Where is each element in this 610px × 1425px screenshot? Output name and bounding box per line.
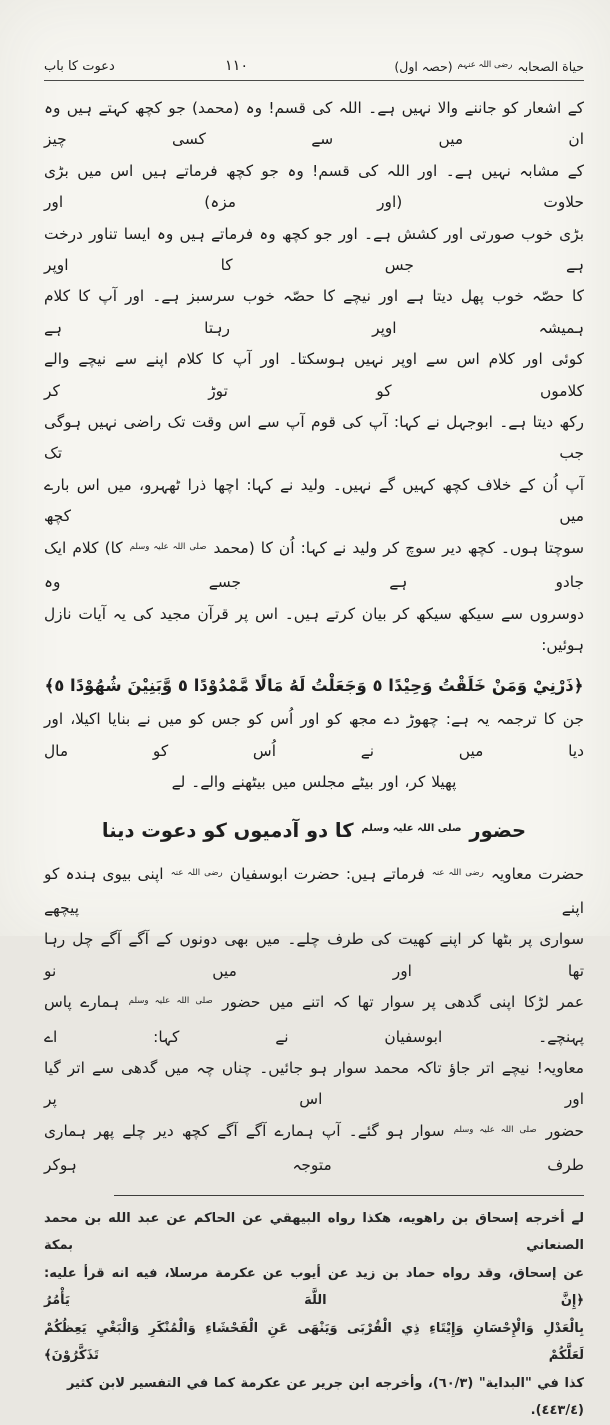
heading-segment: کا دو آدمیوں کو دعوت دینا [101,818,361,842]
text-line: معاویہ! نیچے اتر جاؤ تاکہ محمد سوار ہو جائیں۔ چناں چہ میں گدھی سے اتر گیا اور اس پر [44,1058,584,1109]
body-text [44,93,584,1182]
book-title [394,59,584,74]
text-line [44,859,584,925]
footnote-line: كذا في "البداية" (٦٠/٣)، وأخرجه ابن جرير عن عكرمة كما في التفسير لابن كثير (٤٤٣/٤). [66,1375,584,1419]
text-segment: اپنی بیوی ہندہ کو اپنے پیچھے [44,864,584,917]
text-line [44,987,584,1053]
quran-verse: ﴿ذَرْنِيْ وَمَنْ خَلَقْتُ وَحِيْدًا ٥ وَجَعَلْتُ لَهُ مَالًا مَّمْدُوْدًا ٥ وَّبَنِيْنَ شُهُوْدًا ٥﴾ [44,676,584,696]
text-segment: فرماتے ہیں: حضرت ابوسفیان [223,864,431,883]
text-line: کا حصّہ خوب پھل دیتا ہے اور نیچے کا حصّہ خوب سرسبز ہے۔ اور آپ کا کلام ہمیشہ اوپر رہتا ہے [44,287,584,337]
text-segment: عمر لڑکا اپنی گدھی پر سوار تھا کہ اتنے میں حضور [213,993,584,1012]
verse-translation-line: پھیلا کر، اور بیٹے مجلس میں بیٹھنے والے۔ لے [171,773,457,792]
text-segment: حضرت معاویہ [484,864,585,883]
text-line [44,1116,584,1182]
honorific-mark: رضی اللہ عنہم [457,60,513,70]
text-line [44,533,584,599]
honorific-mark: صلی اللہ علیہ وسلم [128,996,213,1007]
page-header [44,58,584,74]
text-line: سواری پر بٹھا کر اپنے کھیت کی طرف چلے۔ میں بھی دونوں کے آگے آگے چل رہا تھا اور میں نو [44,930,584,980]
footnote-line: بِالْعَدْلِ وَالْإِحْسَانِ وَإِيْتَاءِ ذِي الْقُرْبَى وَيَنْهَى عَنِ الْفَحْشَاءِ وَالْمُنْكَرِ وَالْبَغْيِ يَعِظُكُمْ لَعَلَّكُمْ تَذَكَّرُوْنَ﴾ [44,1320,584,1364]
honorific-mark: صلی اللہ علیہ وسلم [129,541,207,552]
honorific-mark: صلی اللہ علیہ وسلم [453,1124,537,1135]
header-rule [44,80,584,81]
text-line: کوئی اور کلام اس سے اوپر نہیں ہوسکتا۔ اور آپ کا کلام اپنے سے نیچے والے کلاموں کو توڑ کر [44,350,584,400]
section-heading [44,814,584,852]
book-title-text: حیاة الصحابہ [513,59,584,74]
text-line: دوسروں سے سیکھ سیکھ کر بیان کرتے ہیں۔ اس پر قرآن مجید کی یہ آیات نازل ہوئیں: [44,604,584,654]
text-line: رکھ دیتا ہے۔ ابوجہل نے کہا: آپ کی قوم آپ سے اس وقت تک راضی نہیں ہوگی جب تک [44,413,584,463]
text-segment: سوچتا ہوں۔ کچھ دیر سوچ کر ولید نے کہا: اُن کا (محمد [207,538,584,557]
page-number: ۱۱۰ [224,58,249,74]
text-segment: کا) کلام ایک جادو ہے جسے وہ [44,538,584,592]
footnote [44,1196,584,1425]
text-segment: حضور [537,1121,584,1140]
text-segment: ہمارے پاس پہنچے۔ ابوسفیان نے کہا: اے [44,993,584,1046]
honorific-mark: رضی اللہ عنہ [170,867,223,878]
honorific-mark: رضی اللہ عنہ [431,867,484,878]
book-title-part: (حصہ اول) [394,59,457,74]
footnote-line: لے أخرجه إسحاق بن راهويه، هكذا رواه البيهقي عن الحاكم عن عبد الله بن محمد الصنعاني بمكة [44,1210,584,1254]
heading-segment: حضور [462,818,527,842]
text-line: بڑی خوب صورتی اور کشش ہے۔ اور جو کچھ وہ فرماتے ہیں وہ ایسا تناور درخت ہے جس کا اوپر [44,224,584,275]
text-line: کے مشابہ نہیں ہے۔ اور اللہ کی قسم! وہ جو کچھ فرماتے ہیں اس میں بڑی حلاوت (اور مزہ) اور [44,161,584,212]
verse-translation-line: جن کا ترجمہ یہ ہے: چھوڑ دے مجھ کو اور اُس کو جس کو میں نے بنایا اکیلا، اور دیا میں نے اُس کو مال [44,710,584,760]
text-line: کے اشعار کو جاننے والا نہیں ہے۔ اللہ کی قسم! وہ (محمد) جو کچھ کہتے ہیں وہ ان میں سے کسی چیز [44,99,584,149]
honorific-mark: صلی اللہ علیہ وسلم [361,822,462,834]
footnote-line: عن إسحاق، وقد رواه حماد بن زيد عن أيوب عن عكرمة مرسلا، فيه انه قرأ عليه: ﴿إِنَّ اللَّهَ يَأْمُرُ [44,1265,584,1309]
text-line: آپ اُن کے خلاف کچھ کہیں گے نہیں۔ ولید نے کہا: اچھا ذرا ٹھہرو، میں اس بارے میں کچھ [44,475,584,526]
chapter-title: دعوت کا باب [44,59,115,74]
text-segment: سوار ہو گئے۔ آپ ہمارے آگے آگے کچھ دیر چلے پھر ہماری طرف متوجہ ہوکر [44,1121,584,1175]
